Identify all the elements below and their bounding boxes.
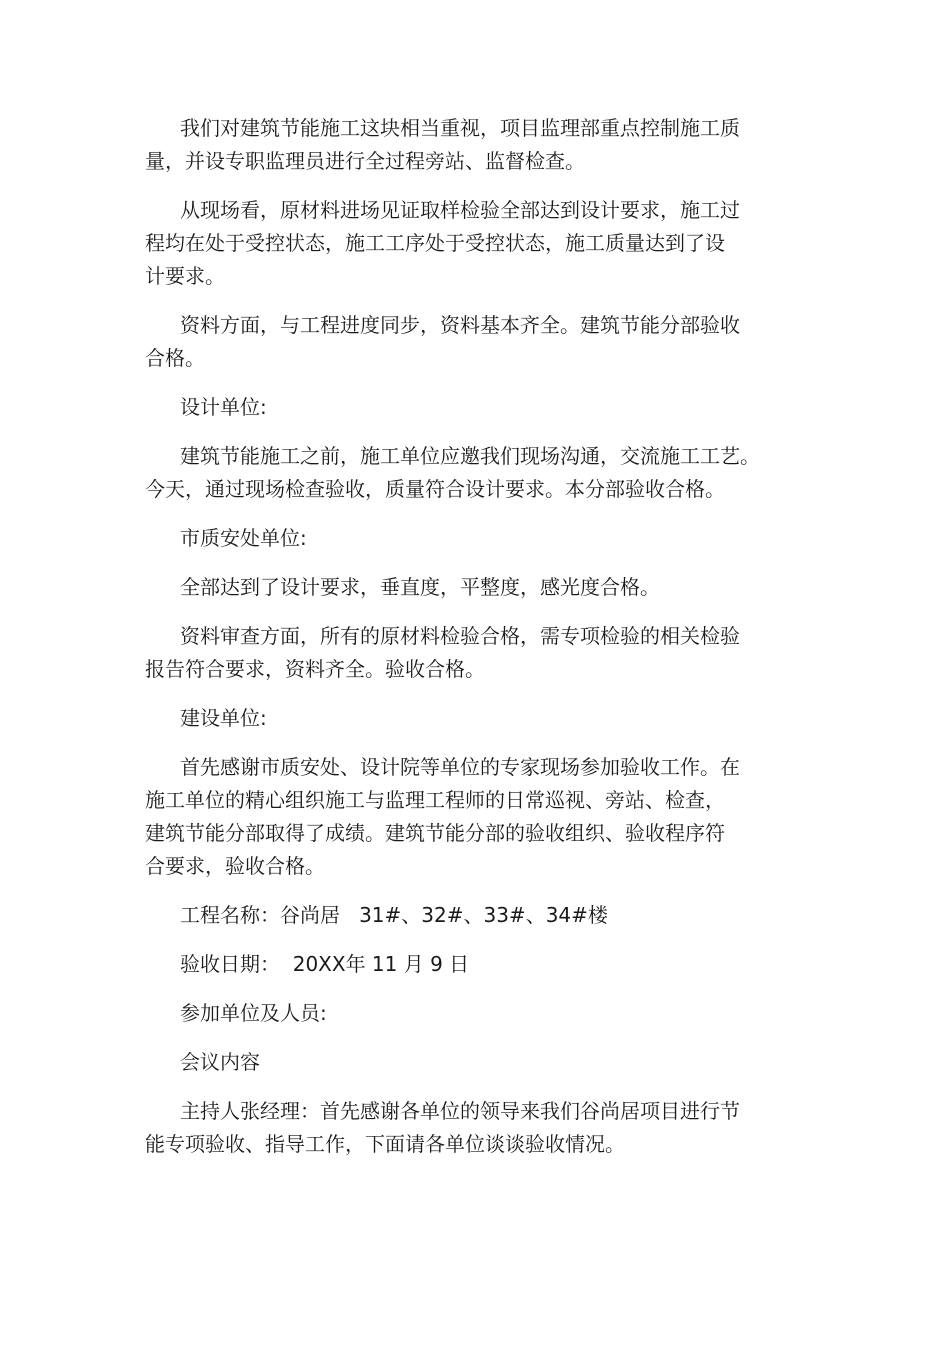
section-heading — [145, 1046, 785, 1079]
paragraph — [145, 571, 785, 604]
text-line: 参加单位及人员: — [180, 1001, 327, 1025]
text-line: 首先感谢市质安处、设计院等单位的专家现场参加验收工作。在 — [180, 755, 740, 779]
paragraph — [145, 1095, 785, 1161]
text-line: 今天，通过现场检查验收，质量符合设计要求。本分部验收合格。 — [145, 477, 725, 501]
text-line: 设计单位: — [180, 395, 267, 419]
text-line: 我们对建筑节能施工这块相当重视，项目监理部重点控制施工质 — [180, 116, 740, 140]
text-line: 程均在处于受控状态，施工工序处于受控状态，施工质量达到了设 — [145, 231, 725, 255]
text-line: 合格。 — [145, 346, 205, 370]
paragraph — [145, 620, 785, 686]
text-line: 主持人张经理：首先感谢各单位的领导来我们谷尚居项目进行节 — [180, 1099, 740, 1123]
text-line: 建筑节能分部取得了成绩。建筑节能分部的验收组织、验收程序符 — [145, 821, 725, 845]
project-name-line — [145, 899, 785, 932]
text-line: 建设单位: — [180, 706, 267, 730]
text-line: 资料方面，与工程进度同步，资料基本齐全。建筑节能分部验收 — [180, 313, 740, 337]
paragraph — [145, 112, 785, 178]
text-line: 资料审查方面，所有的原材料检验合格，需专项检验的相关检验 — [180, 624, 740, 648]
text-line: 施工单位的精心组织施工与监理工程师的日常巡视、旁站、检查， — [145, 788, 725, 812]
section-heading — [145, 391, 785, 424]
section-heading — [145, 522, 785, 555]
text-line: 验收日期： 20XX年 11 月 9 日 — [180, 952, 470, 976]
paragraph — [145, 194, 785, 293]
text-line: 能专项验收、指导工作，下面请各单位谈谈验收情况。 — [145, 1132, 625, 1156]
section-heading — [145, 702, 785, 735]
paragraph — [145, 309, 785, 375]
paragraph — [145, 440, 785, 506]
text-line: 从现场看，原材料进场见证取样检验全部达到设计要求，施工过 — [180, 198, 740, 222]
paragraph — [145, 751, 785, 883]
text-line: 市质安处单位: — [180, 526, 307, 550]
text-line: 建筑节能施工之前，施工单位应邀我们现场沟通，交流施工工艺。 — [180, 444, 760, 468]
text-line: 工程名称：谷尚居 31#、32#、33#、34#楼 — [180, 903, 608, 927]
text-line: 会议内容 — [180, 1050, 260, 1074]
text-line: 计要求。 — [145, 264, 225, 288]
text-line: 量，并设专职监理员进行全过程旁站、监督检查。 — [145, 149, 585, 173]
text-line: 合要求，验收合格。 — [145, 854, 325, 878]
section-heading — [145, 997, 785, 1030]
text-line: 报告符合要求，资料齐全。验收合格。 — [145, 657, 485, 681]
text-line: 全部达到了设计要求，垂直度，平整度，感光度合格。 — [180, 575, 660, 599]
document-body — [145, 112, 785, 1177]
acceptance-date-line — [145, 948, 785, 981]
